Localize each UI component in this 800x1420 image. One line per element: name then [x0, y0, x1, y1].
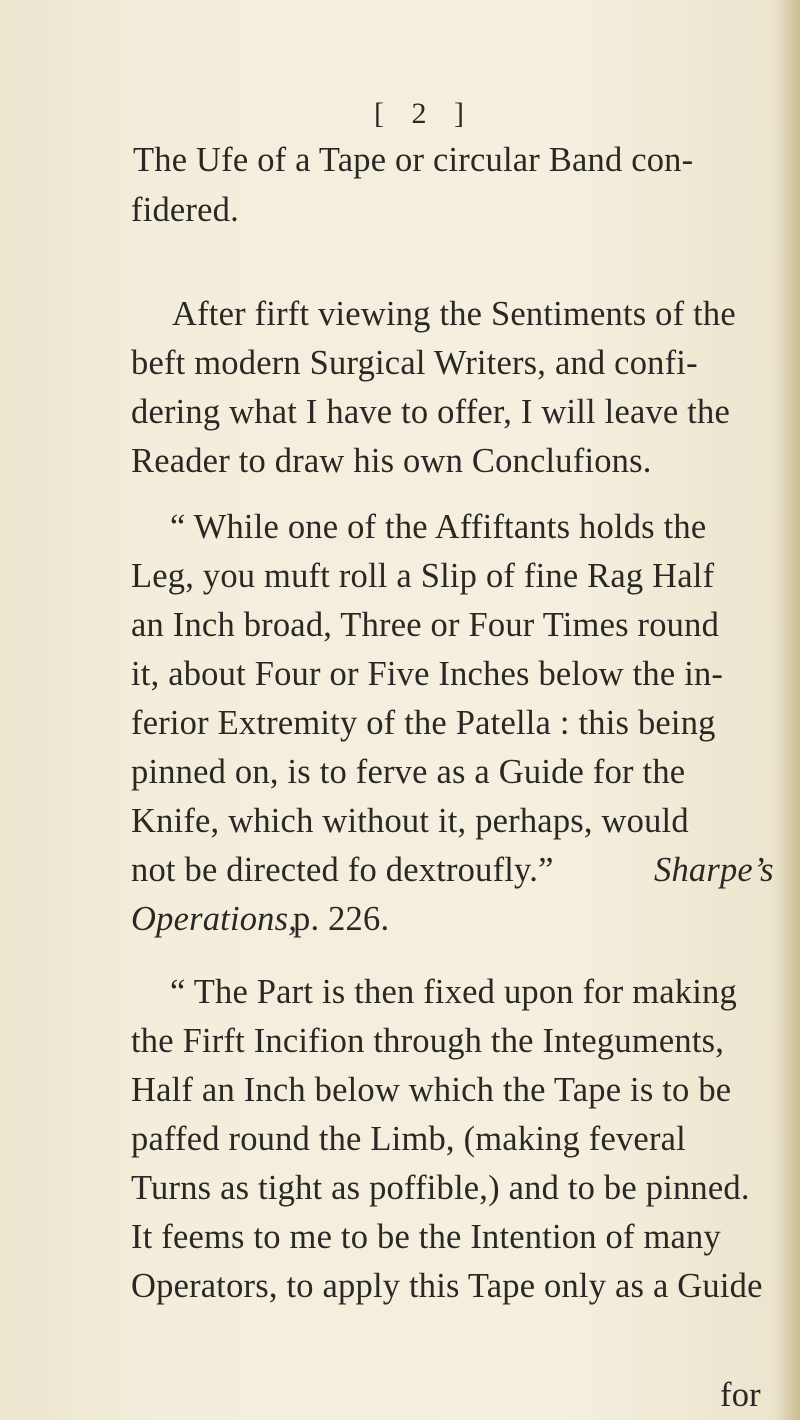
quote-line: pinned on, is to ferve as a Guide for the [131, 753, 686, 791]
quote-line: Turns as tight as poffible,) and to be pinned. [131, 1169, 750, 1207]
paragraph-line: dering what I have to offer, I will leave the [131, 393, 731, 431]
quote-line: “ While one of the Affiftants holds the [170, 508, 707, 546]
paragraph-line: Reader to draw his own Conclufions. [131, 442, 652, 480]
quote-line: not be directed fo dextroufly.” [131, 851, 554, 889]
quote-line: Leg, you muft roll a Slip of fine Rag Half [131, 557, 715, 595]
quote-line: paffed round the Limb, (making feveral [131, 1120, 686, 1158]
paragraph-line: After firft viewing the Sentiments of the [172, 295, 736, 333]
catchword: for [720, 1376, 761, 1414]
citation-author: Sharpe’s [654, 851, 774, 889]
quote-line: “ The Part is then fixed upon for making [170, 973, 737, 1011]
quote-line: the Firft Incifion through the Integuments, [131, 1022, 725, 1060]
quote-line: ferior Extremity of the Patella : this being [131, 704, 716, 742]
quote-line: an Inch broad, Three or Four Times round [131, 606, 720, 644]
paragraph-line: beft modern Surgical Writers, and confi- [131, 344, 698, 382]
quote-line: Knife, which without it, perhaps, would [131, 802, 689, 840]
quote-line: It feems to me to be the Intention of many [131, 1218, 721, 1256]
citation-source: Operations, [131, 900, 298, 938]
heading-line-1: The Ufe of a Tape or circular Band con- [133, 141, 694, 179]
quote-line: Half an Inch below which the Tape is to be [131, 1071, 732, 1109]
quote-line: it, about Four or Five Inches below the in- [131, 655, 724, 693]
heading-line-2: fidered. [131, 191, 239, 229]
quote-line: Operators, to apply this Tape only as a Guide [131, 1267, 763, 1305]
page-edge [774, 0, 800, 1420]
citation-page: p. 226. [293, 900, 390, 938]
page-number: [ 2 ] [374, 97, 474, 130]
